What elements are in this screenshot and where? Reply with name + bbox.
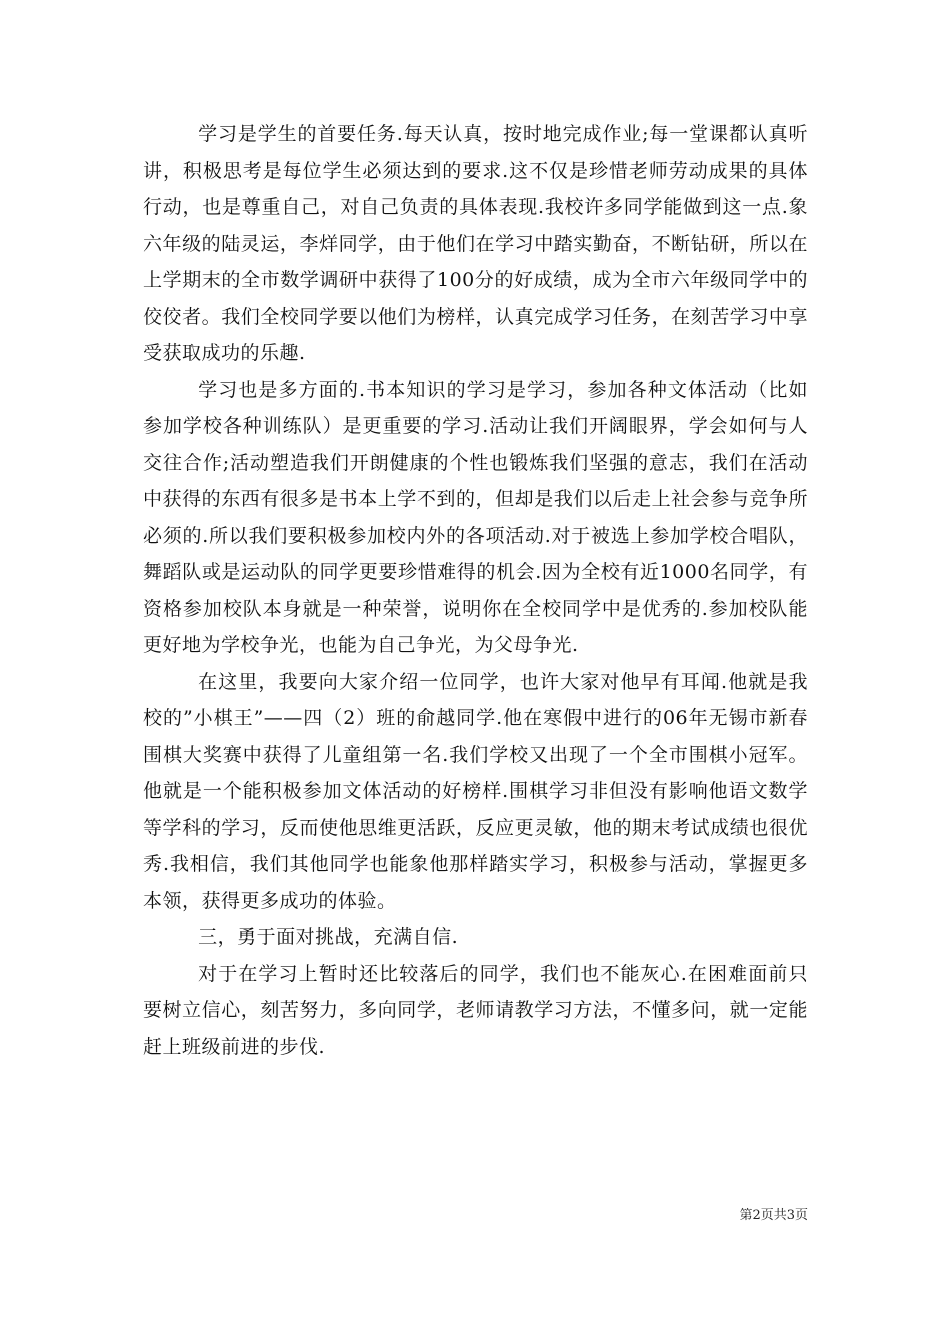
paragraph-chess-king: 在这里，我要向大家介绍一位同学，也许大家对他早有耳闻.他就是我校的”小棋王”——四（2）班的俞越同学.他在寒假中进行的06年无锡市新春围棋大奖赛中获得了儿童组第一名.我们学校又出现了一个全市围棋小冠军。他就是一个能积极参加文体活动的好榜样.围棋学习非但没有影响他语文数学等学科的学习，反而使他思维更活跃，反应更灵敏，他的期末考试成绩也很优秀.我相信，我们其他同学也能象他那样踏实学习，积极参与活动，掌握更多本领，获得更多成功的体验。 [143,670,808,912]
paragraph-dont-lose-heart: 对于在学习上暂时还比较落后的同学，我们也不能灰心.在困难面前只要树立信心，刻苦努力，多向同学，老师请教学习方法，不懂多问，就一定能赶上班级前进的步伐. [143,962,808,1058]
page-number-footer: 第2页共3页 [739,1208,808,1223]
section-heading-confidence: 三，勇于面对挑战，充满自信. [198,926,459,948]
document-body [143,116,808,1065]
paragraph-study-task: 学习是学生的首要任务.每天认真，按时地完成作业;每一堂课都认真听讲，积极思考是每位学生必须达到的要求.这不仅是珍惜老师劳动成果的具体行动，也是尊重自己，对自己负责的具体表现.我校许多同学能做到这一点.象六年级的陆灵运，李烊同学，由于他们在学习中踏实勤奋，不断钻研，所以在上学期末的全市数学调研中获得了100分的好成绩，成为全市六年级同学中的佼佼者。我们全校同学要以他们为榜样，认真完成学习任务，在刻苦学习中享受获取成功的乐趣. [143,123,808,364]
paragraph-learning-activities: 学习也是多方面的.书本知识的学习是学习，参加各种文体活动（比如参加学校各种训练队）是更重要的学习.活动让我们开阔眼界，学会如何与人交往合作;活动塑造我们开朗健康的个性也锻炼我们坚强的意志，我们在活动中获得的东西有很多是书本上学不到的，但却是我们以后走上社会参与竞争所必须的.所以我们要积极参加校内外的各项活动.对于被选上参加学校合唱队，舞蹈队或是运动队的同学更要珍惜难得的机会.因为全校有近1000名同学，有资格参加校队本身就是一种荣誉，说明你在全校同学中是优秀的.参加校队能更好地为学校争光，也能为自己争光，为父母争光. [143,378,808,656]
